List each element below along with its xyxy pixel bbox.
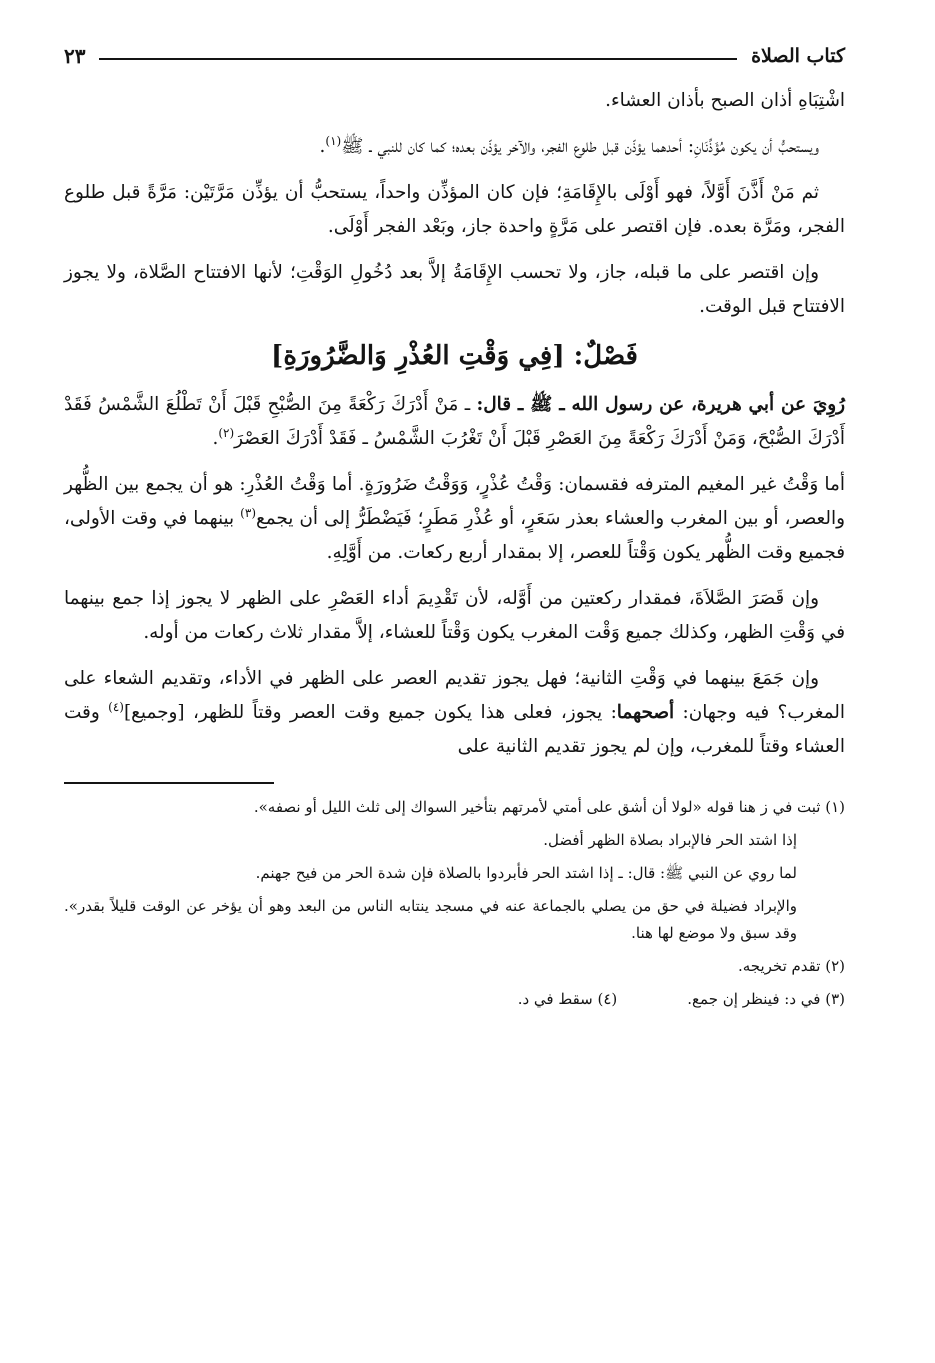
footnote-1-continuation-3: والإبراد فضيلة في حق من يصلي بالجماعة عنه في مسجد ينتابه الناس من البعد وهو أن يؤخر عن الوقت قليلاً بقدر». وقد سبق ولا موضع لها هنا. [64,897,798,942]
hadith-end: . [212,428,219,449]
paragraph-jam-text: وإن جَمَعَ بينهما في وَقْتِ الثانية؛ فهل يجوز تقديم العصر على الظهر في الأداء، وتقديم الشعاء على المغرب؟ فيه وجهان: [64,668,845,723]
paragraph-4: وإن اقتصر على ما قبله، جاز، ولا تحسب الإِقَامَةُ إلاَّ بعد دُخُولِ الوَقْتِ؛ لأنها الافتتاح الصَّلاة، ولا يجوز الافتتاح قبل الوقت. [64,262,845,317]
document-page [64,38,845,1333]
page-number: ٢٣ [64,44,86,68]
running-title: كتاب الصلاة [751,45,845,67]
footnote-3: (٣) في د: فينظر إن جمع. [687,990,845,1008]
paragraph-jam [64,662,845,764]
footnote-2: (٢) تقدم تخريجه. [737,957,845,975]
footnote-4: (٤) سقط في د. [517,990,618,1008]
main-text [64,84,845,764]
paragraph-udhr [64,468,845,570]
header-rule [99,58,737,60]
hadith-paragraph [64,388,845,456]
paragraph-qasr: وإن قَصَرَ الصَّلاَةَ، فمقدار ركعتين من أَوَّله، لأن تَقْدِيمَ أداء العَصْرِ على الظهر لا يجوز إذا جمع بينهما في وَقْتِ الظهر، وكذلك جميع وَقْت المغرب يكون وَقْتاً للعشاء، إلاَّ مقدار ثلاث ركعات من أوله. [64,588,845,643]
footnote-1-continuation-1: إذا اشتد الحر فالإبراد بصلاة الظهر أفضل. [543,831,797,849]
page-header [64,38,845,74]
paragraph-jam-rest: وقت العشاء وقتاً للمغرب، وإن لم يجوز تقديم الثانية على [64,702,845,757]
paragraph-udhr-text: أما وَقْتُ غير المغيم المترفه فقسمان: وَقْتُ عُذْرٍ، وَوَقْتُ ضَرُورَةٍ. أما وَقْتُ العُذْرِ: هو أن يجمع بين الظُّهر والعصر، أو بين المغرب والعشاء بعذر سَعَرٍ، أو عُذْرِ مَطَرٍ؛ فَيَضْطَرُّ إلى أن يجمع [64,474,845,529]
footnote-ref-4: (٤) [108,699,124,714]
section-heading: فَصْلٌ: [فِي وَقْتِ العُذْرِ وَالضَّرُورَةِ] [271,341,638,371]
footnote-row [64,986,845,1013]
paragraph-1: اشْتِبَاهِ أذان الصبح بأذان العشاء. [605,90,845,111]
paragraph-jam-bold: أصحهما [616,702,675,723]
paragraph-udhr-rest: بينهما في وقت الأولى، فجميع وقت الظُّهر يكون وَقْتاً للعصر، إلا بمقدار أربع ركعات. من أَوَّلِهِ. [64,508,845,563]
paragraph-2-text: ويستحبُّ أن يكون مُؤَذِّنَانِ: أحدهما يؤذّن قبل طلوع الفجر، والآخر يؤذّن بعده؛ كما كان للنبي ـ ﷺ [341,136,819,157]
footnote-1: (١) ثبت في ز هنا قوله «لولا أن أشق على أمتي لأمرتهم بتأخير السواك إلى ثلث الليل أو نصفه». [253,798,845,816]
footnote-ref-3: (٣) [240,505,256,520]
footnote-rule [64,782,274,784]
hadith-intro: رُوِيَ عن أبي هريرة، عن رسول الله ـ ﷺ ـ قال: [476,394,845,415]
paragraph-jam-mid: : يجوز، فعلى هذا يكون جميع وقت العصر وقتاً للظهر، [وجميع] [123,702,617,723]
paragraph-3: ثم مَنْ أَذَّنَ أَوَّلاً، فهو أَوْلَى بالإِقَامَةِ؛ فإن كان المؤذِّن واحداً، يستحبُّ أن يؤذِّن مَرَّتَيْن: مَرَّةً قبل طلوع الفجر، ومَرَّة بعده. فإن اقتصر على مَرَّةٍ واحدة جاز، وبَعْد الفجر أَوْلَى. [64,182,845,237]
footnote-ref-2: (٢) [218,425,235,440]
hadith-text: ـ مَنْ أَدْرَكَ رَكْعَةً مِنَ الصُّبْحِ قَبْلَ أَنْ تَطْلُعَ الشَّمْسُ فَقَدْ أَدْرَكَ الصُّبْحَ، وَمَنْ أَدْرَكَ رَكْعَةً مِنَ العَصْرِ قَبْلَ أَنْ تَغْرُبَ الشَّمْسُ ـ فَقَدْ أَدْرَكَ العَصْرَ [64,394,845,449]
footnote-ref-1: (١) [325,133,342,148]
footnote-1-continuation-2: لما روي عن النبي ﷺ: قال: ـ إذا اشتد الحر فأبردوا بالصلاة فإن شدة الحر من فيح جهنم. [255,864,797,882]
paragraph-2-end: . [319,136,326,157]
paragraph-2 [64,130,845,164]
footnotes [64,794,845,1013]
